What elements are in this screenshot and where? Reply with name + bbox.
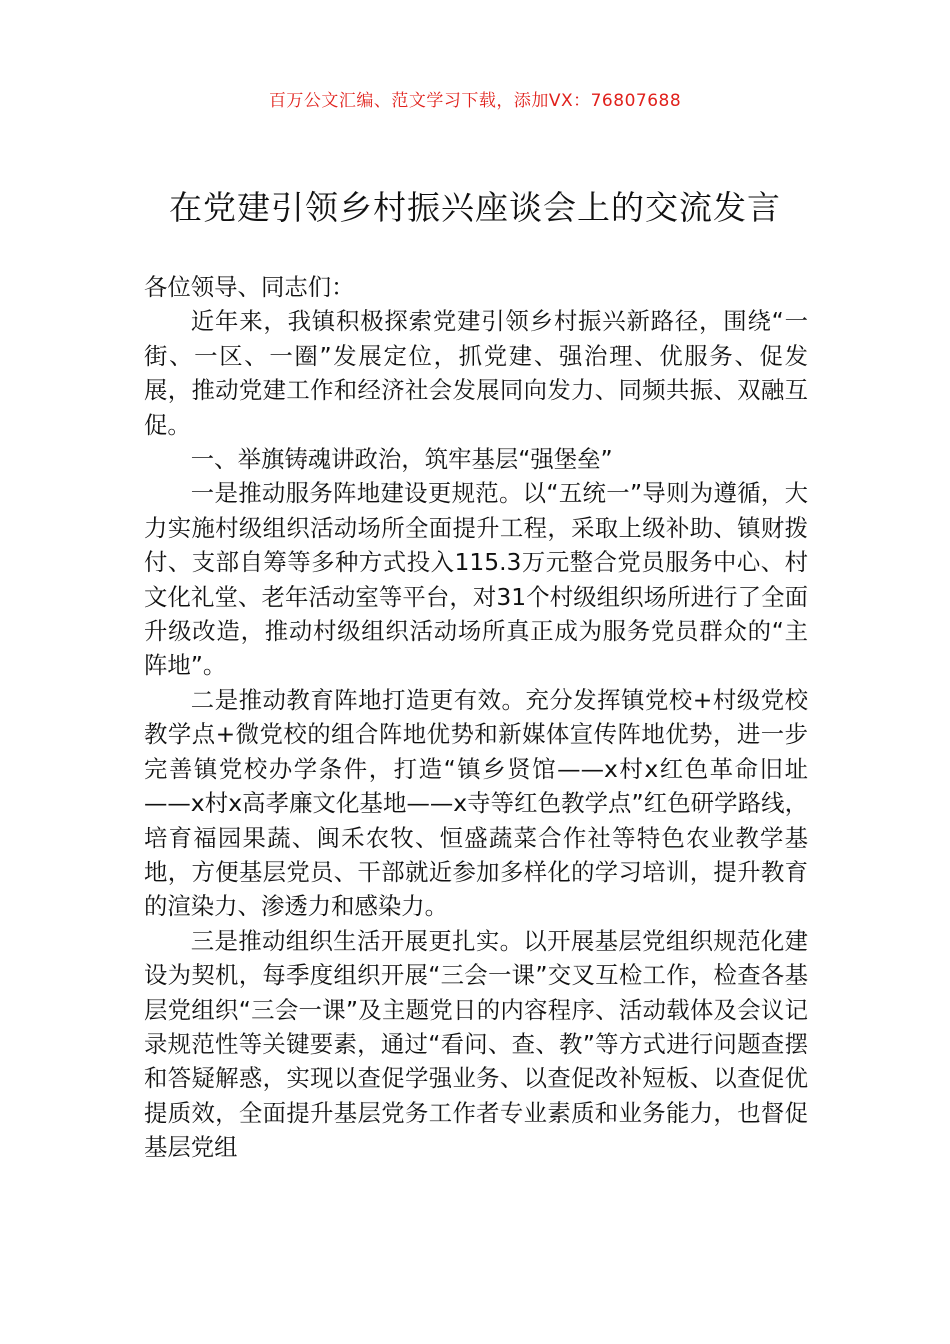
document-body [144, 270, 808, 1165]
paragraph-organization-life: 三是推动组织生活开展更扎实。以开展基层党组织规范化建设为契机，每季度组织开展“三会一课”交叉互检工作，检查各基层党组织“三会一课”及主题党日的内容程序、活动载体及会议记录规范性等关键要素，通过“看问、查、教”等方式进行问题查摆和答疑解惑，实现以查促学强业务、以查促改补短板、以查促优提质效，全面提升基层党务工作者专业素质和业务能力，也督促基层党组 [144, 926, 808, 1162]
paragraph-service-position: 一是推动服务阵地建设更规范。以“五统一”导则为遵循，大力实施村级组织活动场所全面提升工程，采取上级补助、镇财拨付、支部自筹等多种方式投入115.3万元整合党员服务中心、村文化礼堂、老年活动室等平台，对31个村级组织场所进行了全面升级改造，推动村级组织活动场所真正成为服务党员群众的“主阵地”。 [144, 479, 808, 680]
section-heading-1: 一、举旗铸魂讲政治，筑牢基层“强堡垒” [190, 445, 613, 474]
paragraph-education-position: 二是推动教育阵地打造更有效。充分发挥镇党校+村级党校教学点+微党校的组合阵地优势和新媒体宣传阵地优势，进一步完善镇党校办学条件，打造“镇乡贤馆——x村x红色革命旧址——x村x高孝廉文化基地——x寺等红色教学点”红色研学路线，培育福园果蔬、闽禾农牧、恒盛蔬菜合作社等特色农业教学基地，方便基层党员、干部就近参加多样化的学习培训，提升教育的渲染力、渗透力和感染力。 [144, 685, 808, 921]
header-note: 百万公文汇编、范文学习下载，添加VX：76807688 [268, 91, 682, 111]
document-title: 在党建引领乡村振兴座谈会上的交流发言 [169, 188, 781, 227]
paragraph-intro: 近年来，我镇积极探索党建引领乡村振兴新路径，围绕“一街、一区、一圈”发展定位，抓党建、强治理、优服务、促发展，推动党建工作和经济社会发展同向发力、同频共振、双融互促。 [144, 307, 808, 439]
salutation: 各位领导、同志们： [144, 273, 355, 301]
